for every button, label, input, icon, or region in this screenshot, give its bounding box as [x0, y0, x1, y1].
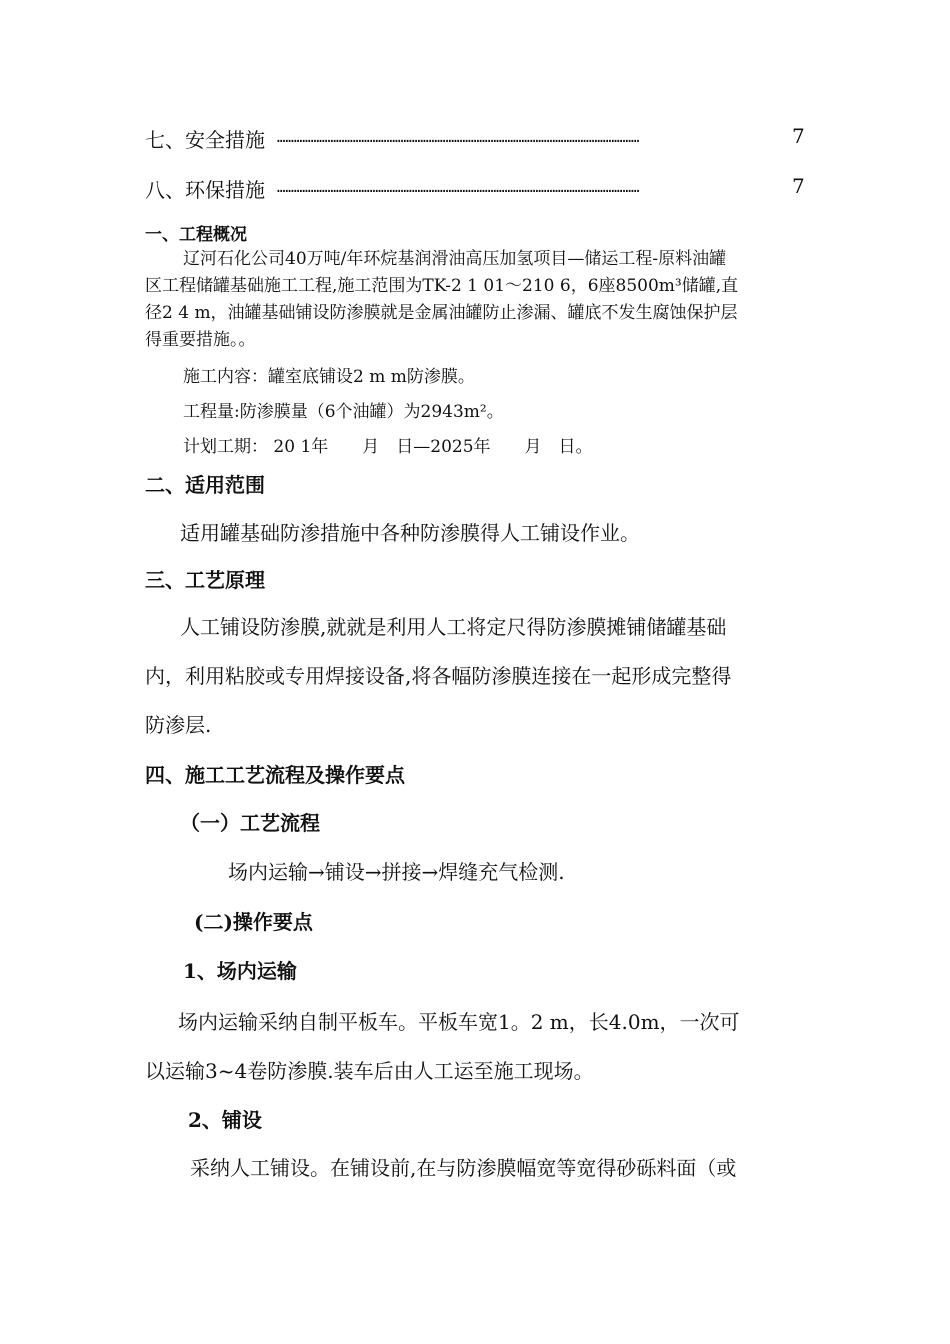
section-heading: 四、施工工艺流程及操作要点 [145, 763, 405, 787]
subsection-heading: (二)操作要点 [194, 910, 313, 934]
toc-leader-dots: ………………………………………………………………………………………………………………… [277, 130, 640, 146]
paragraph-line: 区工程储罐基础施工工程,施工范围为TK-2 1 01～210 6，6座8500m³储罐,直 [145, 276, 739, 296]
paragraph-line: 防渗层. [145, 713, 212, 737]
paragraph-line: 内，利用粘胶或专用焊接设备,将各幅防渗膜连接在一起形成完整得 [145, 664, 732, 688]
paragraph-line: 径2 4 m，油罐基础铺设防渗膜就是金属油罐防止渗漏、罐底不发生腐蚀保护层 [145, 303, 738, 323]
toc-page-number: 7 [792, 174, 805, 198]
toc-title: 八、环保措施 [145, 178, 265, 202]
section-heading: 二、适用范围 [145, 473, 265, 497]
section-text: 适用罐基础防渗措施中各种防渗膜得人工铺设作业。 [180, 521, 640, 545]
item-heading: 1、场内运输 [183, 959, 297, 983]
subsection-heading: （一）工艺流程 [180, 811, 320, 835]
toc-entry[interactable] [0, 124, 950, 152]
paragraph-line: 人工铺设防渗膜,就就是利用人工将定尺得防渗膜摊铺储罐基础 [180, 615, 727, 639]
toc-page-number: 7 [792, 124, 805, 148]
paragraph-line: 场内运输采纳自制平板车。平板车宽1。2 m，长4.0m，一次可 [178, 1010, 740, 1034]
paragraph-line: 采纳人工铺设。在铺设前,在与防渗膜幅宽等宽得砂砾料面（或 [190, 1156, 737, 1180]
section-paragraph [145, 246, 810, 354]
item-heading: 2、铺设 [188, 1108, 262, 1132]
toc-title: 七、安全措施 [145, 128, 265, 152]
toc-leader-dots: ………………………………………………………………………………………………………………… [277, 180, 640, 196]
construction-content: 施工内容：罐室底铺设2 m m防渗膜。 [183, 367, 475, 387]
section-heading: 三、工艺原理 [145, 568, 265, 592]
planned-schedule: 计划工期： 20 1年 月 日—2025年 月 日。 [183, 437, 593, 457]
toc-entry[interactable] [0, 174, 950, 202]
paragraph-line: 得重要措施。。 [145, 330, 256, 350]
paragraph-line: 以运输3~4卷防渗膜.装车后由人工运至施工现场。 [145, 1059, 594, 1083]
process-flow: 场内运输→铺设→拼接→焊缝充气检测. [228, 860, 565, 884]
section-heading: 一、工程概况 [145, 225, 247, 245]
work-quantity: 工程量:防渗膜量（6个油罐）为2943m²。 [183, 402, 504, 422]
paragraph-line: 辽河石化公司40万吨/年环烷基润滑油高压加氢项目—储运工程-原料油罐 [183, 249, 727, 269]
